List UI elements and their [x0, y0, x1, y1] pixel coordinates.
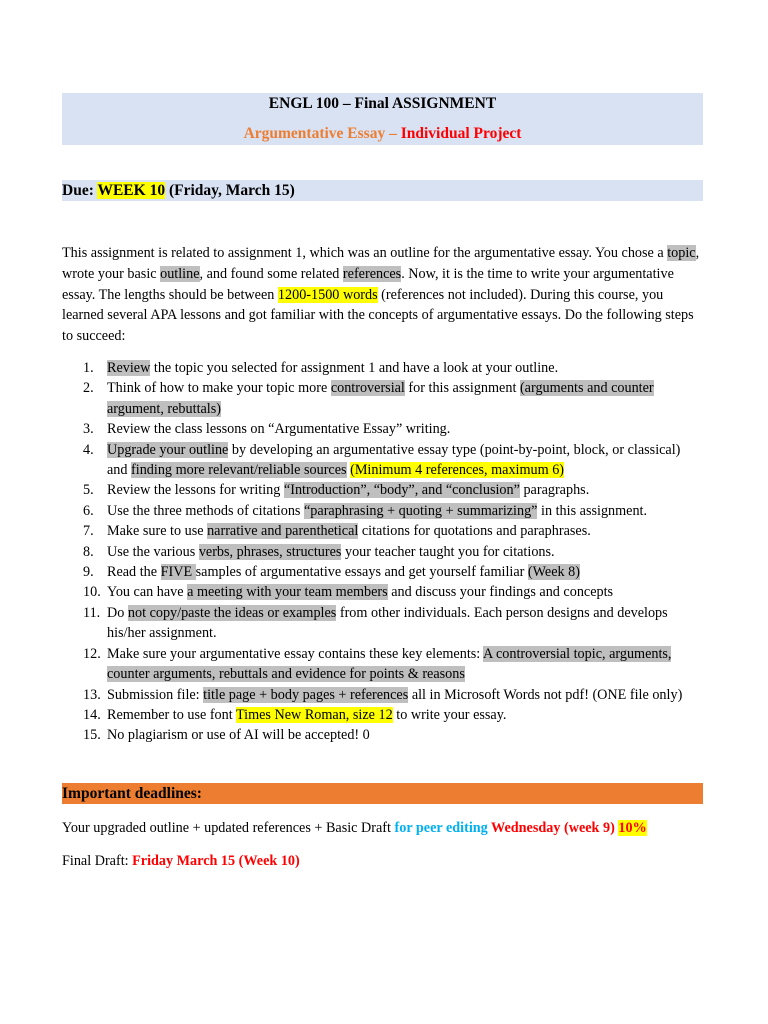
intro-highlight-outline: outline [160, 265, 200, 282]
list-number: 3. [83, 421, 94, 438]
item-text: Make sure your argumentative essay contains these key elements: [107, 645, 483, 662]
item-text: the topic you selected for assignment 1 and have a look at your outline. [150, 360, 559, 376]
assignment-subtitle [62, 125, 703, 143]
list-item [62, 358, 703, 378]
list-number: 5. [83, 482, 94, 499]
intro-text: (references not included). During this course, you learned several APA lessons and got familiar with the concepts of argumentative essays. Do the following steps to succeed: [62, 286, 694, 345]
deadline-peer-editing: for peer editing [394, 820, 488, 836]
list-item [62, 521, 703, 541]
highlight-text: “Introduction”, “body”, and “conclusion” [283, 482, 520, 499]
deadline-draft [62, 820, 647, 837]
list-number: 11. [83, 604, 101, 621]
title-box [62, 93, 703, 145]
item-text: to write your essay. [392, 706, 507, 723]
list-item [62, 562, 703, 582]
highlight-text: FIVE [160, 564, 196, 581]
list-number: 12. [83, 645, 101, 662]
intro-highlight-references: references [342, 265, 402, 282]
item-text: for this assignment [404, 380, 520, 397]
item-text: samples of argumentative essays and get yourself familiar [195, 564, 528, 581]
steps-list [62, 358, 703, 746]
highlight-text: A controversial topic, arguments, counter arguments, rebuttals and evidence for points & reasons [107, 645, 672, 683]
list-item [62, 419, 703, 439]
list-item [62, 725, 703, 745]
highlight-text: (Week 8) [527, 564, 580, 581]
list-item [62, 603, 703, 644]
list-item [62, 582, 703, 602]
item-text: from other individuals. Each person designs and develops his/her assignment. [107, 604, 668, 642]
highlight-text: title page + body pages + references [203, 686, 409, 703]
item-text: and discuss your findings and concepts [387, 584, 614, 601]
intro-text: . Now, it is the time to write your argumentative essay. The lengths should be between [62, 265, 674, 303]
list-number: 13. [83, 686, 101, 703]
highlight-yellow-text: (Minimum 4 references, maximum 6) [350, 462, 565, 479]
list-item [62, 542, 703, 562]
item-text: paragraphs. [519, 482, 590, 499]
item-text: You can have [107, 584, 188, 601]
item-text: Review the lessons for writing [107, 482, 284, 499]
item-text: by developing an argumentative essay type (point-by-point, block, or classical) and [107, 441, 681, 479]
list-number: 4. [83, 441, 94, 458]
deadline-week9: Wednesday (week 9) [487, 820, 619, 836]
deadline-text: Your upgraded outline + updated references + Basic Draft [62, 820, 395, 836]
intro-highlight-topic: topic [667, 245, 696, 261]
item-text: Read the [107, 564, 161, 581]
item-text: Remember to use font [107, 706, 236, 723]
highlight-text: finding more relevant/reliable sources [131, 462, 347, 479]
deadline-percent: 10% [618, 820, 647, 836]
highlight-text: “paraphrasing + quoting + summarizing” [304, 502, 538, 519]
intro-text: , wrote your basic [62, 245, 700, 282]
list-item [62, 685, 703, 705]
item-text: Think of how to make your topic more [107, 380, 331, 397]
item-text: your teacher taught you for citations. [341, 543, 555, 560]
item-text: in this assignment. [537, 502, 648, 519]
deadline-final-label: Final Draft: [62, 853, 133, 869]
item-text: No plagiarism or use of AI will be accepted! 0 [107, 727, 370, 744]
item-text: Make sure to use [107, 523, 208, 540]
highlight-text: not copy/paste the ideas or examples [127, 604, 337, 621]
list-item [62, 378, 703, 419]
list-item [62, 440, 703, 481]
highlight-text: verbs, phrases, structures [198, 543, 342, 560]
highlight-text: narrative and parenthetical [207, 523, 359, 540]
intro-paragraph [62, 243, 703, 347]
intro-text: This assignment is related to assignment 1, which was an outline for the argumentative essay. You chose a [62, 245, 664, 261]
list-number: 10. [83, 584, 101, 601]
deadline-final [62, 853, 300, 870]
intro-highlight-words: 1200-1500 words [277, 286, 378, 303]
intro-text: , and found some related [199, 265, 340, 282]
list-number: 7. [83, 523, 94, 540]
due-banner [62, 180, 703, 201]
item-text: Use the various [107, 543, 199, 560]
highlight-yellow-text: Times New Roman, size 12 [235, 706, 393, 723]
list-item [62, 705, 703, 725]
item-text: Submission file: [107, 686, 204, 703]
list-number: 2. [83, 380, 94, 397]
list-number: 8. [83, 543, 94, 560]
due-week: WEEK 10 [97, 182, 166, 199]
deadlines-heading: Important deadlines: [62, 783, 703, 804]
highlight-text: a meeting with your team members [187, 584, 388, 601]
item-text: citations for quotations and paraphrases. [358, 523, 591, 540]
list-number: 14. [83, 706, 101, 723]
highlight-text: (arguments and counter argument, rebuttals) [107, 380, 654, 417]
list-item [62, 501, 703, 521]
item-text: all in Microsoft Words not pdf! (ONE file only) [408, 686, 683, 703]
list-number: 15. [83, 727, 101, 744]
deadline-final-date: Friday March 15 (Week 10) [132, 853, 300, 869]
list-item [62, 644, 703, 685]
course-title: ENGL 100 – Final ASSIGNMENT [268, 95, 497, 112]
highlight-text: Upgrade your outline [107, 441, 229, 458]
subtitle-essay: Argumentative Essay – [243, 125, 397, 142]
list-number: 9. [83, 564, 94, 581]
item-text: Review the class lessons on “Argumentative Essay” writing. [107, 421, 451, 438]
highlight-text: controversial [330, 380, 405, 397]
list-item [62, 480, 703, 500]
subtitle-project: Individual Project [400, 125, 522, 142]
due-label: Due: [62, 182, 94, 199]
highlight-text: Review [107, 360, 151, 376]
list-number: 1. [83, 360, 94, 376]
due-date: (Friday, March 15) [168, 182, 295, 199]
list-number: 6. [83, 502, 94, 519]
item-text: Use the three methods of citations [107, 502, 304, 519]
item-text: Do [107, 604, 128, 621]
